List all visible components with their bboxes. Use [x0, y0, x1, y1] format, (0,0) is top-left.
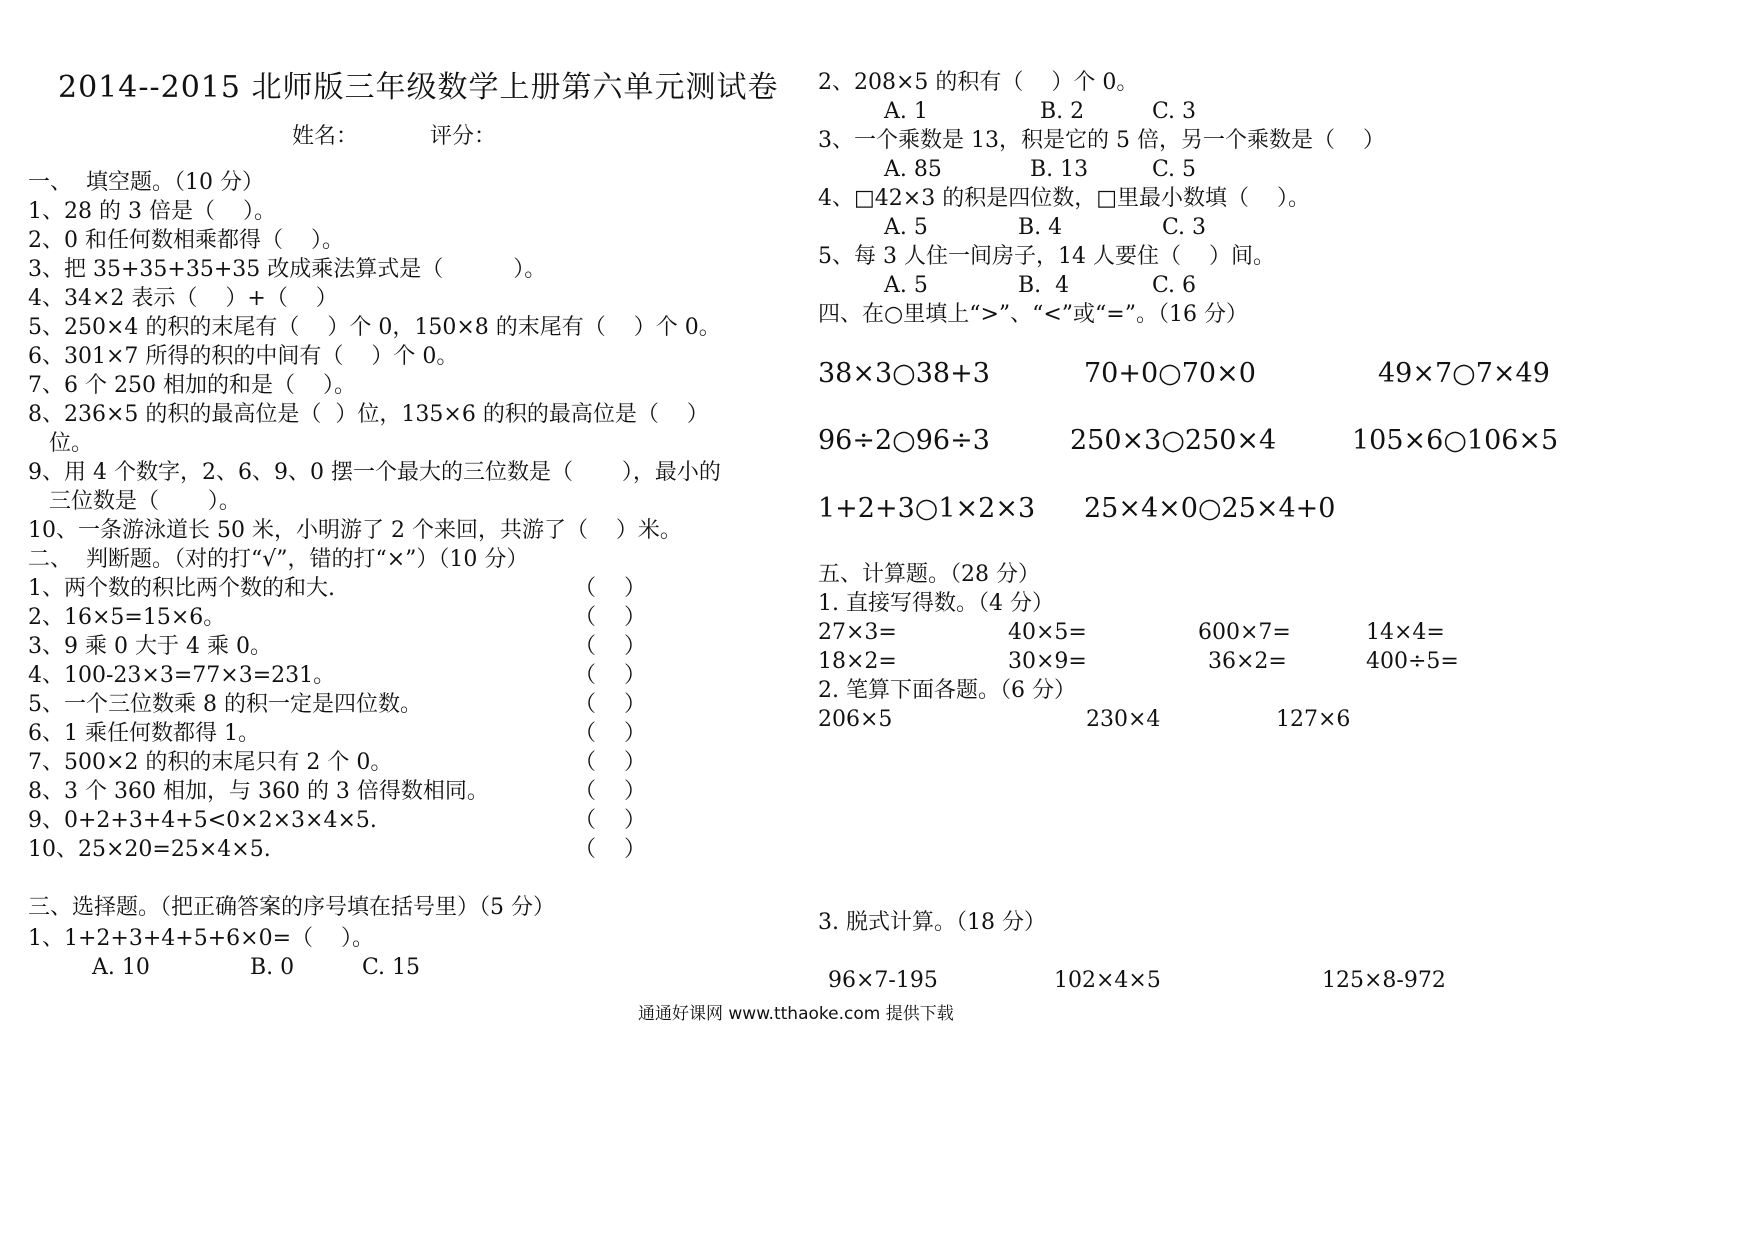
section2-heading: 二、 判断题。（对的打“√”，错的打“×”）（10 分） [28, 547, 529, 572]
judge-item: 8、3 个 360 相加，与 360 的 3 倍得数相同。 [28, 779, 489, 804]
answer-bracket: （ ） [574, 605, 646, 630]
section1-heading: 一、 填空题。（10 分） [28, 170, 264, 195]
judge-item: 7、500×2 的积的末尾只有 2 个 0。 [28, 750, 393, 775]
choice-option-b: B. 13 [1030, 157, 1089, 182]
fill-item: 7、6 个 250 相加的和是（ ）。 [28, 373, 356, 398]
mental-math-item: 14×4= [1366, 620, 1445, 645]
fill-item: 3、把 35+35+35+35 改成乘法算式是（ ）。 [28, 257, 547, 282]
choice-option-b: B. 4 [1018, 273, 1070, 298]
choice-question: 4、□42×3 的积是四位数，□里最小数填（ ）。 [818, 186, 1310, 211]
choice-question: 2、208×5 的积有（ ）个 0。 [818, 70, 1139, 95]
answer-bracket: （ ） [574, 837, 646, 862]
choice-option-a: A. 10 [92, 955, 150, 980]
compare-expression: 49×7○7×49 [1378, 358, 1550, 389]
choice-option-a: A. 5 [884, 273, 928, 298]
judge-item: 2、16×5=15×6。 [28, 605, 226, 630]
judge-item: 1、两个数的积比两个数的和大. [28, 576, 335, 601]
compare-expression: 38×3○38+3 [818, 358, 990, 389]
compare-expression: 70+0○70×0 [1084, 358, 1256, 389]
score-label: 评分： [430, 124, 497, 149]
choice-option-c: C. 5 [1152, 157, 1197, 182]
choice-option-a: A. 1 [884, 99, 928, 124]
compare-expression: 250×3○250×4 [1070, 425, 1277, 456]
section4-heading: 四、在○里填上“>”、“<”或“=”。（16 分） [818, 302, 1248, 327]
judge-item: 6、1 乘任何数都得 1。 [28, 721, 260, 746]
fill-item: 6、301×7 所得的积的中间有（ ）个 0。 [28, 344, 459, 369]
compare-expression: 96÷2○96÷3 [818, 425, 990, 456]
fill-item: 10、一条游泳道长 50 米，小明游了 2 个来回，共游了（ ）米。 [28, 518, 682, 543]
mental-math-item: 600×7= [1198, 620, 1291, 645]
answer-bracket: （ ） [574, 808, 646, 833]
choice-option-c: C. 6 [1152, 273, 1197, 298]
choice-option-b: B. 0 [250, 955, 295, 980]
fill-item: 9、用 4 个数字，2、6、9、0 摆一个最大的三位数是（ ），最小的 [28, 460, 721, 485]
choice-question: 5、每 3 人住一间房子，14 人要住（ ）间。 [818, 244, 1275, 269]
mental-math-item: 400÷5= [1366, 649, 1459, 674]
answer-bracket: （ ） [574, 634, 646, 659]
judge-item: 3、9 乘 0 大于 4 乘 0。 [28, 634, 272, 659]
answer-bracket: （ ） [574, 576, 646, 601]
written-calc-item: 206×5 [818, 707, 893, 732]
stepwise-calc-item: 102×4×5 [1054, 968, 1161, 993]
choice-question: 1、1+2+3+4+5+6×0=（ ）。 [28, 926, 374, 951]
mental-math-item: 18×2= [818, 649, 897, 674]
fill-item: 4、34×2 表示（ ）+（ ） [28, 286, 338, 311]
choice-option-a: A. 85 [884, 157, 942, 182]
mental-math-item: 30×9= [1008, 649, 1087, 674]
written-calc-item: 127×6 [1276, 707, 1351, 732]
fill-item: 1、28 的 3 倍是（ ）。 [28, 199, 276, 224]
choice-question: 3、一个乘数是 13，积是它的 5 倍，另一个乘数是（ ） [818, 128, 1385, 153]
choice-option-c: C. 3 [1162, 215, 1207, 240]
page-title: 2014--2015 北师版三年级数学上册第六单元测试卷 [58, 70, 779, 105]
choice-option-a: A. 5 [884, 215, 928, 240]
judge-item: 5、一个三位数乘 8 的积一定是四位数。 [28, 692, 422, 717]
footer-credit: 通通好课网 www.tthaoke.com 提供下载 [638, 1004, 954, 1024]
mental-math-item: 40×5= [1008, 620, 1087, 645]
section5-heading: 五、计算题。（28 分） [818, 562, 1040, 587]
fill-item-continued: 三位数是（ ）。 [28, 489, 241, 514]
fill-item: 5、250×4 的积的末尾有（ ）个 0，150×8 的末尾有（ ）个 0。 [28, 315, 721, 340]
part2-heading: 2. 笔算下面各题。（6 分） [818, 678, 1076, 703]
stepwise-calc-item: 125×8-972 [1322, 968, 1446, 993]
part3-heading: 3. 脱式计算。（18 分） [818, 910, 1046, 935]
stepwise-calc-item: 96×7-195 [828, 968, 938, 993]
compare-expression: 1+2+3○1×2×3 [818, 493, 1036, 524]
choice-option-c: C. 3 [1152, 99, 1197, 124]
compare-expression: 25×4×0○25×4+0 [1084, 493, 1336, 524]
compare-expression: 105×6○106×5 [1352, 425, 1559, 456]
judge-item: 10、25×20=25×4×5. [28, 837, 271, 862]
answer-bracket: （ ） [574, 663, 646, 688]
answer-bracket: （ ） [574, 779, 646, 804]
choice-option-b: B. 2 [1040, 99, 1085, 124]
fill-item-continued: 位。 [28, 431, 93, 456]
mental-math-item: 36×2= [1208, 649, 1287, 674]
choice-option-c: C. 15 [362, 955, 421, 980]
mental-math-item: 27×3= [818, 620, 897, 645]
judge-item: 9、0+2+3+4+5<0×2×3×4×5. [28, 808, 377, 833]
answer-bracket: （ ） [574, 721, 646, 746]
written-calc-item: 230×4 [1086, 707, 1161, 732]
answer-bracket: （ ） [574, 692, 646, 717]
name-label: 姓名： [292, 124, 359, 149]
part1-heading: 1. 直接写得数。（4 分） [818, 591, 1054, 616]
fill-item: 2、0 和任何数相乘都得（ ）。 [28, 228, 344, 253]
judge-item: 4、100-23×3=77×3=231。 [28, 663, 336, 688]
fill-item: 8、236×5 的积的最高位是（ ）位，135×6 的积的最高位是（ ） [28, 402, 709, 427]
section3-heading: 三、选择题。（把正确答案的序号填在括号里）（5 分） [28, 895, 555, 920]
answer-bracket: （ ） [574, 750, 646, 775]
choice-option-b: B. 4 [1018, 215, 1063, 240]
